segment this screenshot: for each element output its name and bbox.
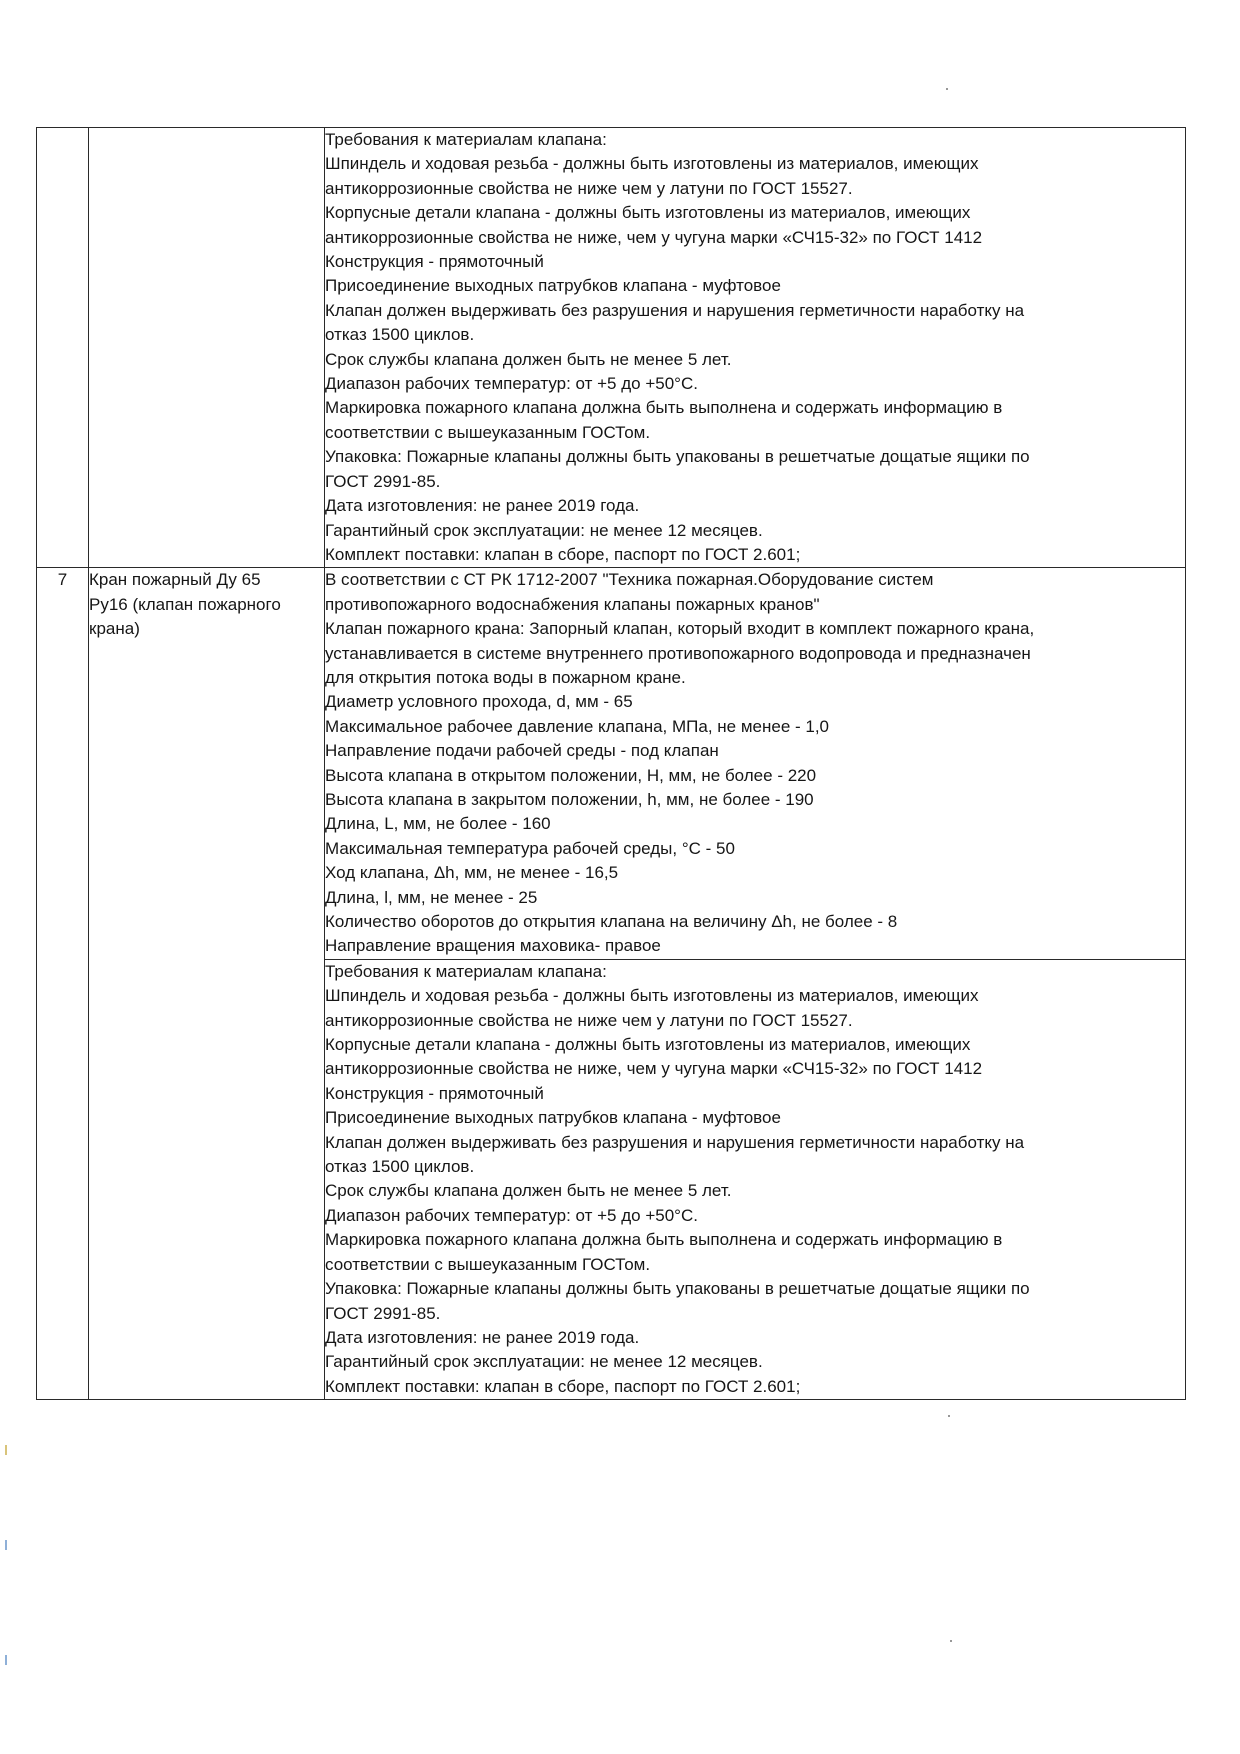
- spec-line: Гарантийный срок эксплуатации: не менее 12 месяцев.: [325, 520, 763, 540]
- spec-line: отказ 1500 циклов.: [325, 1157, 475, 1177]
- spec-line: Шпиндель и ходовая резьба - должны быть изготовлены из материалов, имеющих: [325, 986, 979, 1006]
- spec-line: Дата изготовления: не ранее 2019 года.: [325, 1327, 640, 1347]
- spec-line: Маркировка пожарного клапана должна быть выполнена и содержать информацию в: [325, 1230, 1003, 1250]
- spec-line: отказ 1500 циклов.: [325, 325, 475, 345]
- specification-table: [36, 127, 1186, 1400]
- spec-line: ГОСТ 2991-85.: [325, 1303, 441, 1323]
- spec-line: Клапан должен выдерживать без разрушения и нарушения герметичности наработку на: [325, 300, 1025, 320]
- scan-speck: [948, 1415, 950, 1417]
- spec-line: Направление вращения маховика- правое: [325, 936, 661, 956]
- item-name-line: крана): [89, 619, 140, 639]
- spec-line: соответствии с вышеуказанным ГОСТом.: [325, 422, 651, 442]
- spec-line: Длина, L, мм, не более - 160: [325, 814, 551, 834]
- spec-line: Количество оборотов до открытия клапана на величину Δh, не более - 8: [325, 912, 898, 931]
- spec-line: Срок службы клапана должен быть не менее 5 лет.: [325, 349, 732, 369]
- spec-line: Присоединение выходных патрубков клапана - муфтовое: [325, 276, 781, 296]
- spec-line: Конструкция - прямоточный: [325, 1083, 544, 1103]
- spec-cell-materials: [325, 959, 1186, 1399]
- spec-line: Максимальная температура рабочей среды, °С - 50: [325, 838, 735, 858]
- spec-line: Комплект поставки: клапан в сборе, паспорт по ГОСТ 2.601;: [325, 1376, 801, 1396]
- scan-speck: [946, 88, 948, 90]
- spec-line: Дата изготовления: не ранее 2019 года.: [325, 496, 640, 516]
- spec-line: Гарантийный срок эксплуатации: не менее 12 месяцев.: [325, 1352, 763, 1372]
- spec-line: антикоррозионные свойства не ниже чем у латуни по ГОСТ 15527.: [325, 178, 853, 198]
- row-number: 7: [37, 568, 89, 1400]
- spec-line: Требования к материалам клапана:: [325, 130, 607, 149]
- spec-line: Максимальное рабочее давление клапана, МПа, не менее - 1,0: [325, 716, 830, 736]
- spec-line: для открытия потока воды в пожарном кране.: [325, 667, 686, 687]
- scan-edge-mark: [5, 1655, 7, 1665]
- spec-cell-continuation: [325, 128, 1186, 568]
- spec-line: Диапазон рабочих температур: от +5 до +50°С.: [325, 1205, 698, 1225]
- table-row-7: [37, 568, 1186, 960]
- spec-line: Корпусные детали клапана - должны быть изготовлены из материалов, имеющих: [325, 1035, 971, 1055]
- spec-line: Присоединение выходных патрубков клапана - муфтовое: [325, 1108, 781, 1128]
- spec-line: Комплект поставки: клапан в сборе, паспорт по ГОСТ 2.601;: [325, 544, 801, 564]
- spec-line: антикоррозионные свойства не ниже, чем у чугуна марки «СЧ15-32» по ГОСТ 1412: [325, 1059, 983, 1079]
- name-cell-empty: [89, 128, 325, 568]
- spec-line: Маркировка пожарного клапана должна быть выполнена и содержать информацию в: [325, 398, 1003, 418]
- spec-line: противопожарного водоснабжения клапаны пожарных кранов": [325, 594, 820, 614]
- spec-line: Длина, l, мм, не менее - 25: [325, 887, 538, 907]
- spec-line: Диапазон рабочих температур: от +5 до +50°С.: [325, 374, 698, 394]
- spec-cell-general: [325, 568, 1186, 960]
- spec-line: Клапан должен выдерживать без разрушения и нарушения герметичности наработку на: [325, 1132, 1025, 1152]
- spec-line: Конструкция - прямоточный: [325, 252, 544, 272]
- spec-line: Требования к материалам клапана:: [325, 961, 607, 981]
- spec-line: соответствии с вышеуказанным ГОСТом.: [325, 1254, 651, 1274]
- spec-line: Корпусные детали клапана - должны быть изготовлены из материалов, имеющих: [325, 203, 971, 223]
- item-name-cell: [89, 568, 325, 1400]
- spec-line: Диаметр условного прохода, d, мм - 65: [325, 692, 633, 712]
- spec-line: ГОСТ 2991-85.: [325, 471, 441, 491]
- table-row-continuation: [37, 128, 1186, 568]
- scan-edge-mark: [5, 1540, 7, 1550]
- spec-line: Упаковка: Пожарные клапаны должны быть упакованы в решетчатые дощатые ящики по: [325, 447, 1030, 467]
- spec-line: Высота клапана в закрытом положении, h, мм, не более - 190: [325, 789, 814, 809]
- scan-speck: [950, 1640, 952, 1642]
- spec-line: устанавливается в системе внутреннего противопожарного водопровода и предназначен: [325, 643, 1031, 663]
- spec-line: Клапан пожарного крана: Запорный клапан, который входит в комплект пожарного крана,: [325, 619, 1035, 639]
- spec-line: В соответствии с СТ РК 1712-2007 "Техника пожарная.Оборудование систем: [325, 570, 934, 590]
- scan-edge-mark: [5, 1445, 7, 1455]
- spec-line: Ход клапана, Δh, мм, не менее - 16,5: [325, 863, 619, 883]
- spec-line: Шпиндель и ходовая резьба - должны быть изготовлены из материалов, имеющих: [325, 154, 979, 174]
- spec-line: Срок службы клапана должен быть не менее 5 лет.: [325, 1181, 732, 1201]
- item-name-line: Кран пожарный Ду 65: [89, 570, 261, 590]
- spec-line: Упаковка: Пожарные клапаны должны быть упакованы в решетчатые дощатые ящики по: [325, 1279, 1030, 1299]
- item-name-line: Ру16 (клапан пожарного: [89, 594, 281, 614]
- spec-line: антикоррозионные свойства не ниже, чем у чугуна марки «СЧ15-32» по ГОСТ 1412: [325, 227, 983, 247]
- spec-line: Высота клапана в открытом положении, Н, мм, не более - 220: [325, 765, 817, 785]
- number-cell-empty: [37, 128, 89, 568]
- spec-line: антикоррозионные свойства не ниже чем у латуни по ГОСТ 15527.: [325, 1010, 853, 1030]
- spec-line: Направление подачи рабочей среды - под клапан: [325, 741, 719, 761]
